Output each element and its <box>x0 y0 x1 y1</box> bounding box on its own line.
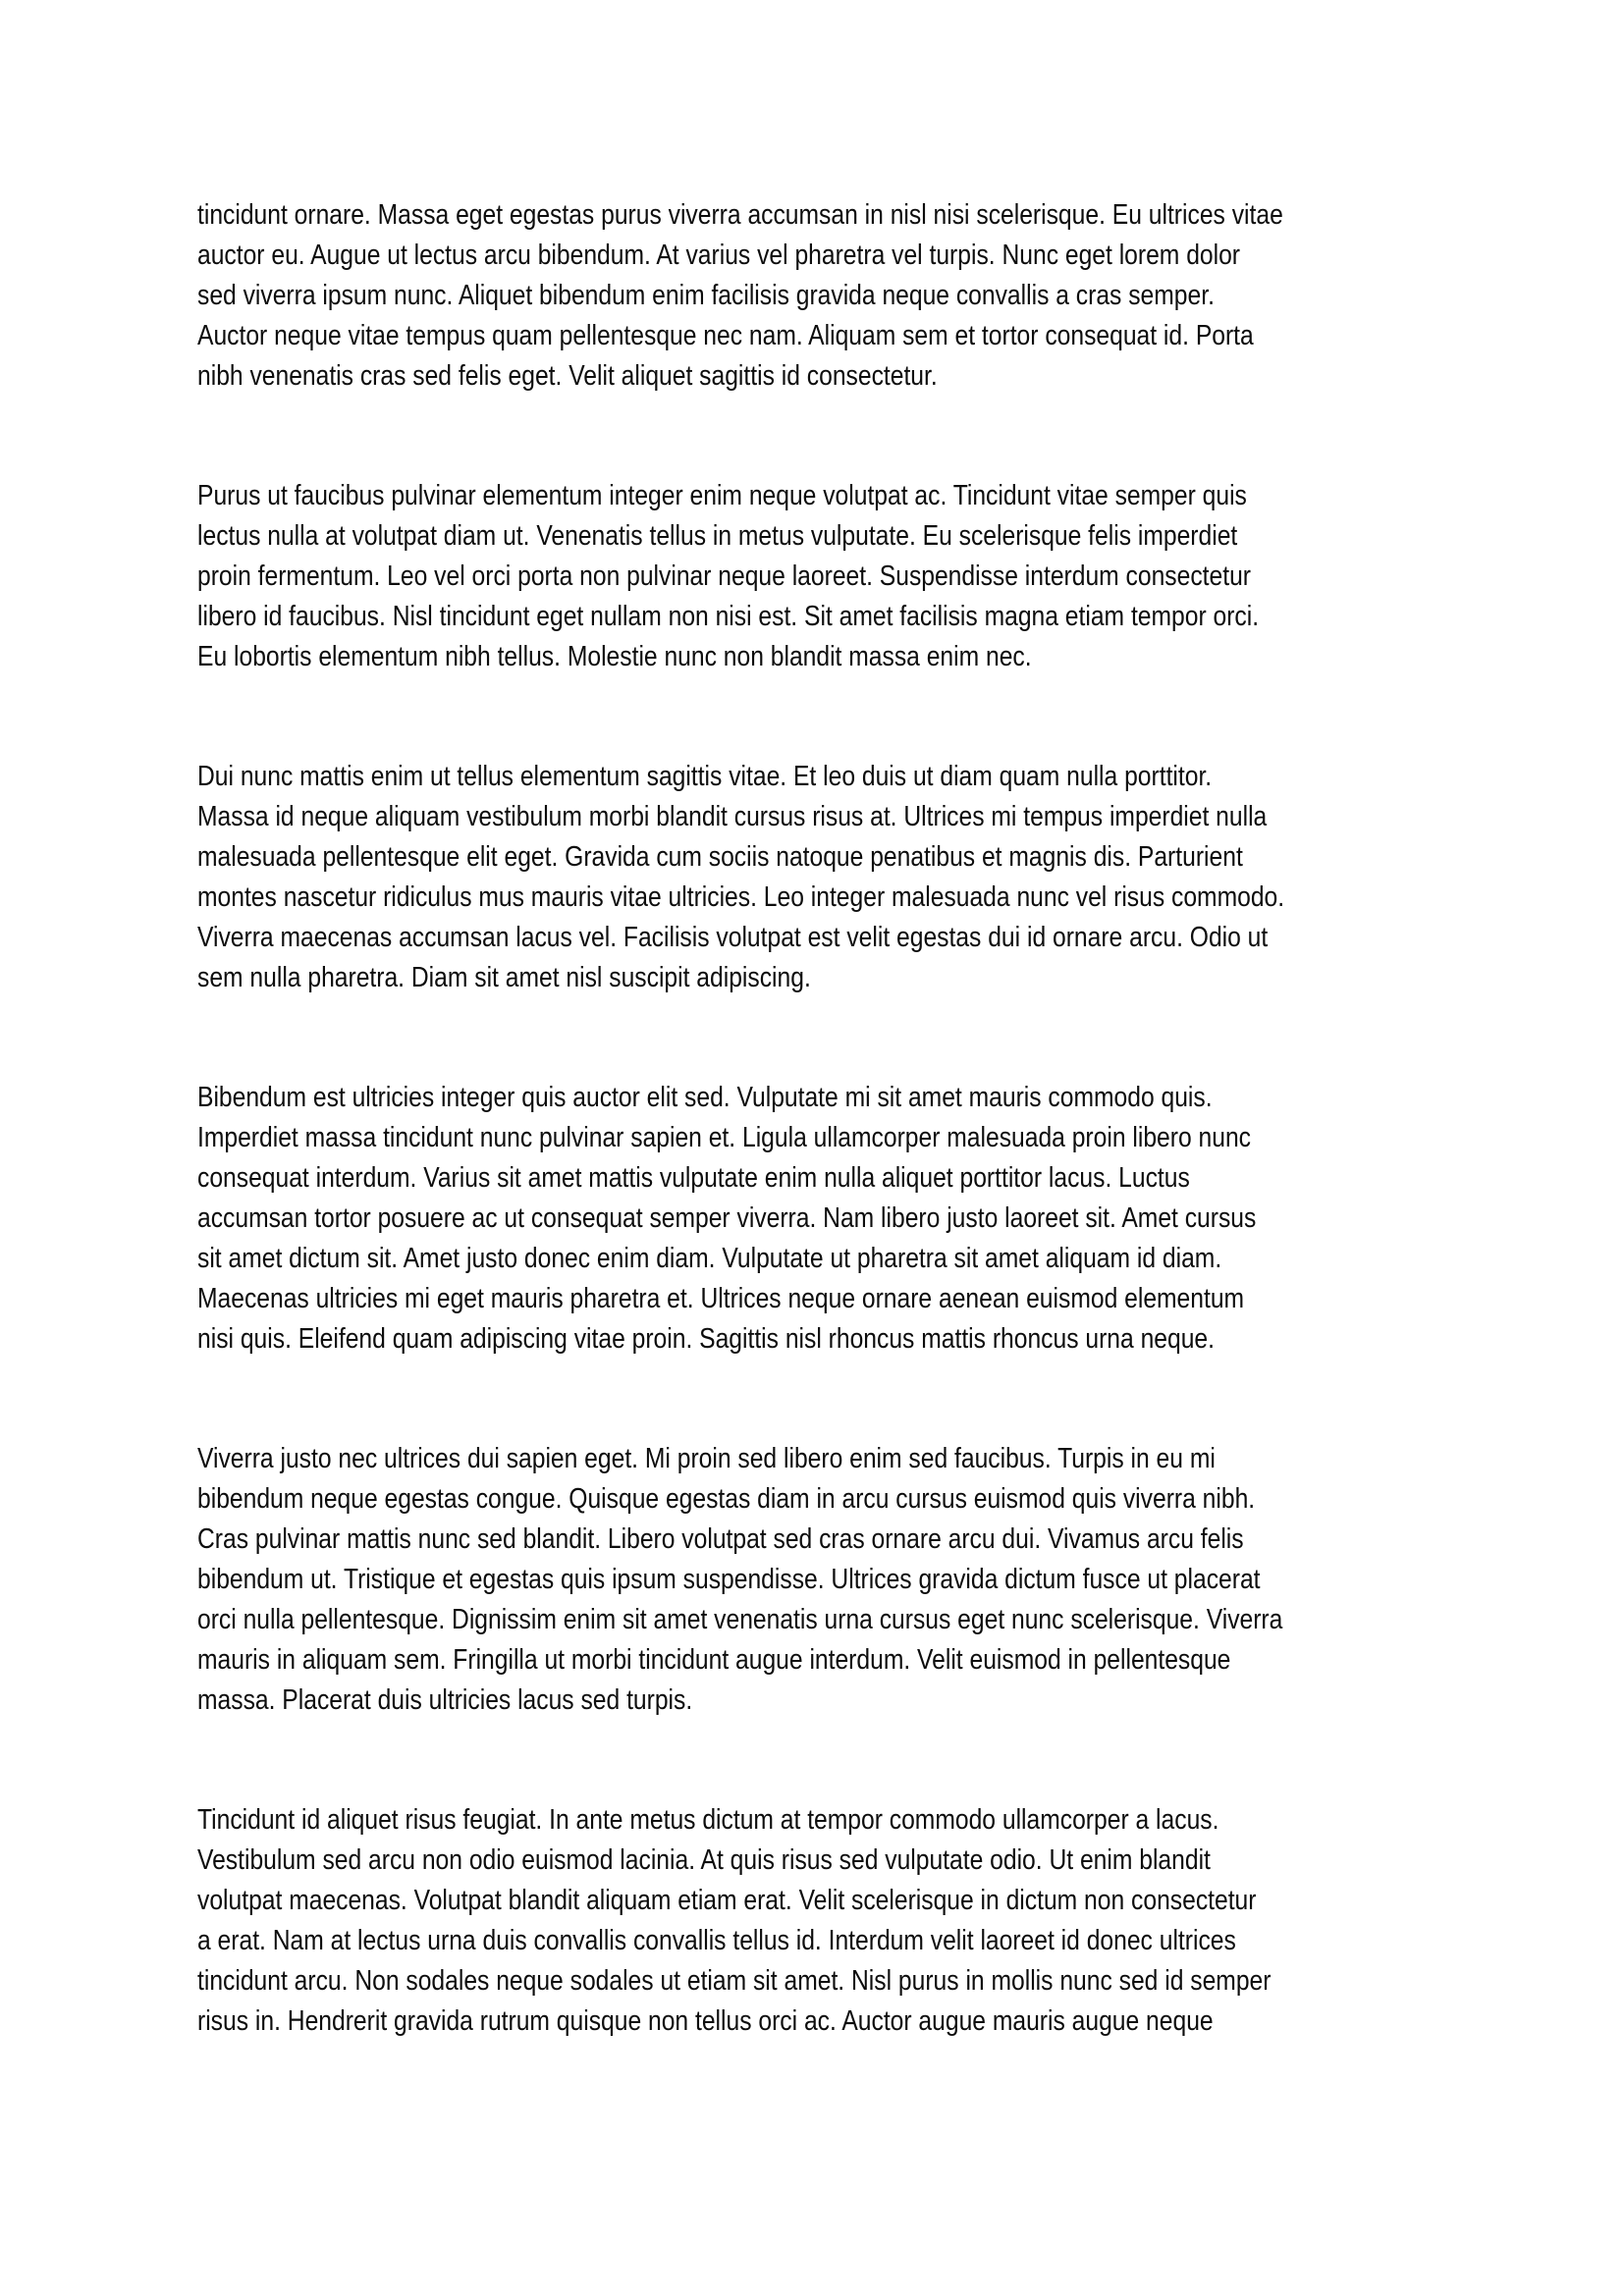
text-line: nibh venenatis cras sed felis eget. Velit aliquet sagittis id consectetur. <box>197 360 938 392</box>
text-line: mauris in aliquam sem. Fringilla ut morbi tincidunt augue interdum. Velit euismod in pellentesque <box>197 1644 1231 1676</box>
text-line: a erat. Nam at lectus urna duis convallis convallis tellus id. Interdum velit laoreet id donec ultrices <box>197 1925 1236 1956</box>
paragraph-5 <box>197 1439 1412 1721</box>
text-line: auctor eu. Augue ut lectus arcu bibendum. At varius vel pharetra vel turpis. Nunc eget lorem dolor <box>197 240 1241 271</box>
text-line: Auctor neque vitae tempus quam pellentesque nec nam. Aliquam sem et tortor consequat id. Porta <box>197 320 1254 351</box>
text-line: Cras pulvinar mattis nunc sed blandit. Libero volutpat sed cras ornare arcu dui. Vivamus arcu felis <box>197 1523 1244 1555</box>
text-line: risus in. Hendrerit gravida rutrum quisque non tellus orci ac. Auctor augue mauris augue neque <box>197 2005 1214 2037</box>
text-line: consequat interdum. Varius sit amet mattis vulputate enim nulla aliquet porttitor lacus. Luctus <box>197 1162 1190 1194</box>
text-line: Viverra justo nec ultrices dui sapien eget. Mi proin sed libero enim sed faucibus. Turpis in eu mi <box>197 1443 1216 1474</box>
text-line: libero id faucibus. Nisl tincidunt eget nullam non nisi est. Sit amet facilisis magna etiam tempor orci. <box>197 601 1260 632</box>
paragraph-6 <box>197 1800 1412 2042</box>
text-line: Dui nunc mattis enim ut tellus elementum sagittis vitae. Et leo duis ut diam quam nulla porttitor. <box>197 761 1213 792</box>
text-line: accumsan tortor posuere ac ut consequat semper viverra. Nam libero justo laoreet sit. Amet cursus <box>197 1202 1257 1234</box>
text-line: nisi quis. Eleifend quam adipiscing vitae proin. Sagittis nisl rhoncus mattis rhoncus urna neque. <box>197 1323 1215 1355</box>
text-line: tincidunt ornare. Massa eget egestas purus viverra accumsan in nisl nisi scelerisque. Eu ultrices vitae <box>197 199 1283 231</box>
text-line: Maecenas ultricies mi eget mauris pharetra et. Ultrices neque ornare aenean euismod elementum <box>197 1283 1245 1314</box>
text-line: malesuada pellentesque elit eget. Gravida cum sociis natoque penatibus et magnis dis. Parturient <box>197 841 1243 873</box>
text-line: proin fermentum. Leo vel orci porta non pulvinar neque laoreet. Suspendisse interdum consectetur <box>197 561 1252 592</box>
text-line: montes nascetur ridiculus mus mauris vitae ultricies. Leo integer malesuada nunc vel risus commodo. <box>197 881 1285 913</box>
text-line: volutpat maecenas. Volutpat blandit aliquam etiam erat. Velit scelerisque in dictum non consectetur <box>197 1885 1257 1916</box>
text-line: massa. Placerat duis ultricies lacus sed turpis. <box>197 1684 693 1716</box>
text-line: orci nulla pellentesque. Dignissim enim sit amet venenatis urna cursus eget nunc scelerisque. Viverra <box>197 1604 1283 1635</box>
text-line: tincidunt arcu. Non sodales neque sodales ut etiam sit amet. Nisl purus in mollis nunc sed id semper <box>197 1965 1272 1997</box>
paragraph-4 <box>197 1078 1412 1360</box>
text-line: Vestibulum sed arcu non odio euismod lacinia. At quis risus sed vulputate odio. Ut enim blandit <box>197 1844 1211 1876</box>
text-line: Viverra maecenas accumsan lacus vel. Facilisis volutpat est velit egestas dui id ornare arcu. Odio ut <box>197 922 1269 953</box>
text-line: sit amet dictum sit. Amet justo donec enim diam. Vulputate ut pharetra sit amet aliquam id diam. <box>197 1243 1222 1274</box>
text-line: bibendum ut. Tristique et egestas quis ipsum suspendisse. Ultrices gravida dictum fusce ut placerat <box>197 1564 1261 1595</box>
text-line: Imperdiet massa tincidunt nunc pulvinar sapien et. Ligula ullamcorper malesuada proin libero nunc <box>197 1122 1251 1153</box>
paragraph-2 <box>197 476 1412 677</box>
text-line: Tincidunt id aliquet risus feugiat. In ante metus dictum at tempor commodo ullamcorper a lacus. <box>197 1804 1219 1836</box>
text-line: Massa id neque aliquam vestibulum morbi blandit cursus risus at. Ultrices mi tempus imperdiet nulla <box>197 801 1268 832</box>
text-line: sem nulla pharetra. Diam sit amet nisl suscipit adipiscing. <box>197 962 811 993</box>
text-line: Eu lobortis elementum nibh tellus. Molestie nunc non blandit massa enim nec. <box>197 641 1032 672</box>
text-line: Purus ut faucibus pulvinar elementum integer enim neque volutpat ac. Tincidunt vitae semper quis <box>197 480 1247 511</box>
text-line: Bibendum est ultricies integer quis auctor elit sed. Vulputate mi sit amet mauris commodo quis. <box>197 1082 1213 1113</box>
text-line: sed viverra ipsum nunc. Aliquet bibendum enim facilisis gravida neque convallis a cras semper. <box>197 280 1215 311</box>
text-line: bibendum neque egestas congue. Quisque egestas diam in arcu cursus euismod quis viverra nibh. <box>197 1483 1256 1515</box>
document-body <box>197 195 1412 2121</box>
paragraph-3 <box>197 757 1412 998</box>
text-line: lectus nulla at volutpat diam ut. Venenatis tellus in metus vulputate. Eu scelerisque felis imperdiet <box>197 520 1238 552</box>
paragraph-1 <box>197 195 1412 397</box>
